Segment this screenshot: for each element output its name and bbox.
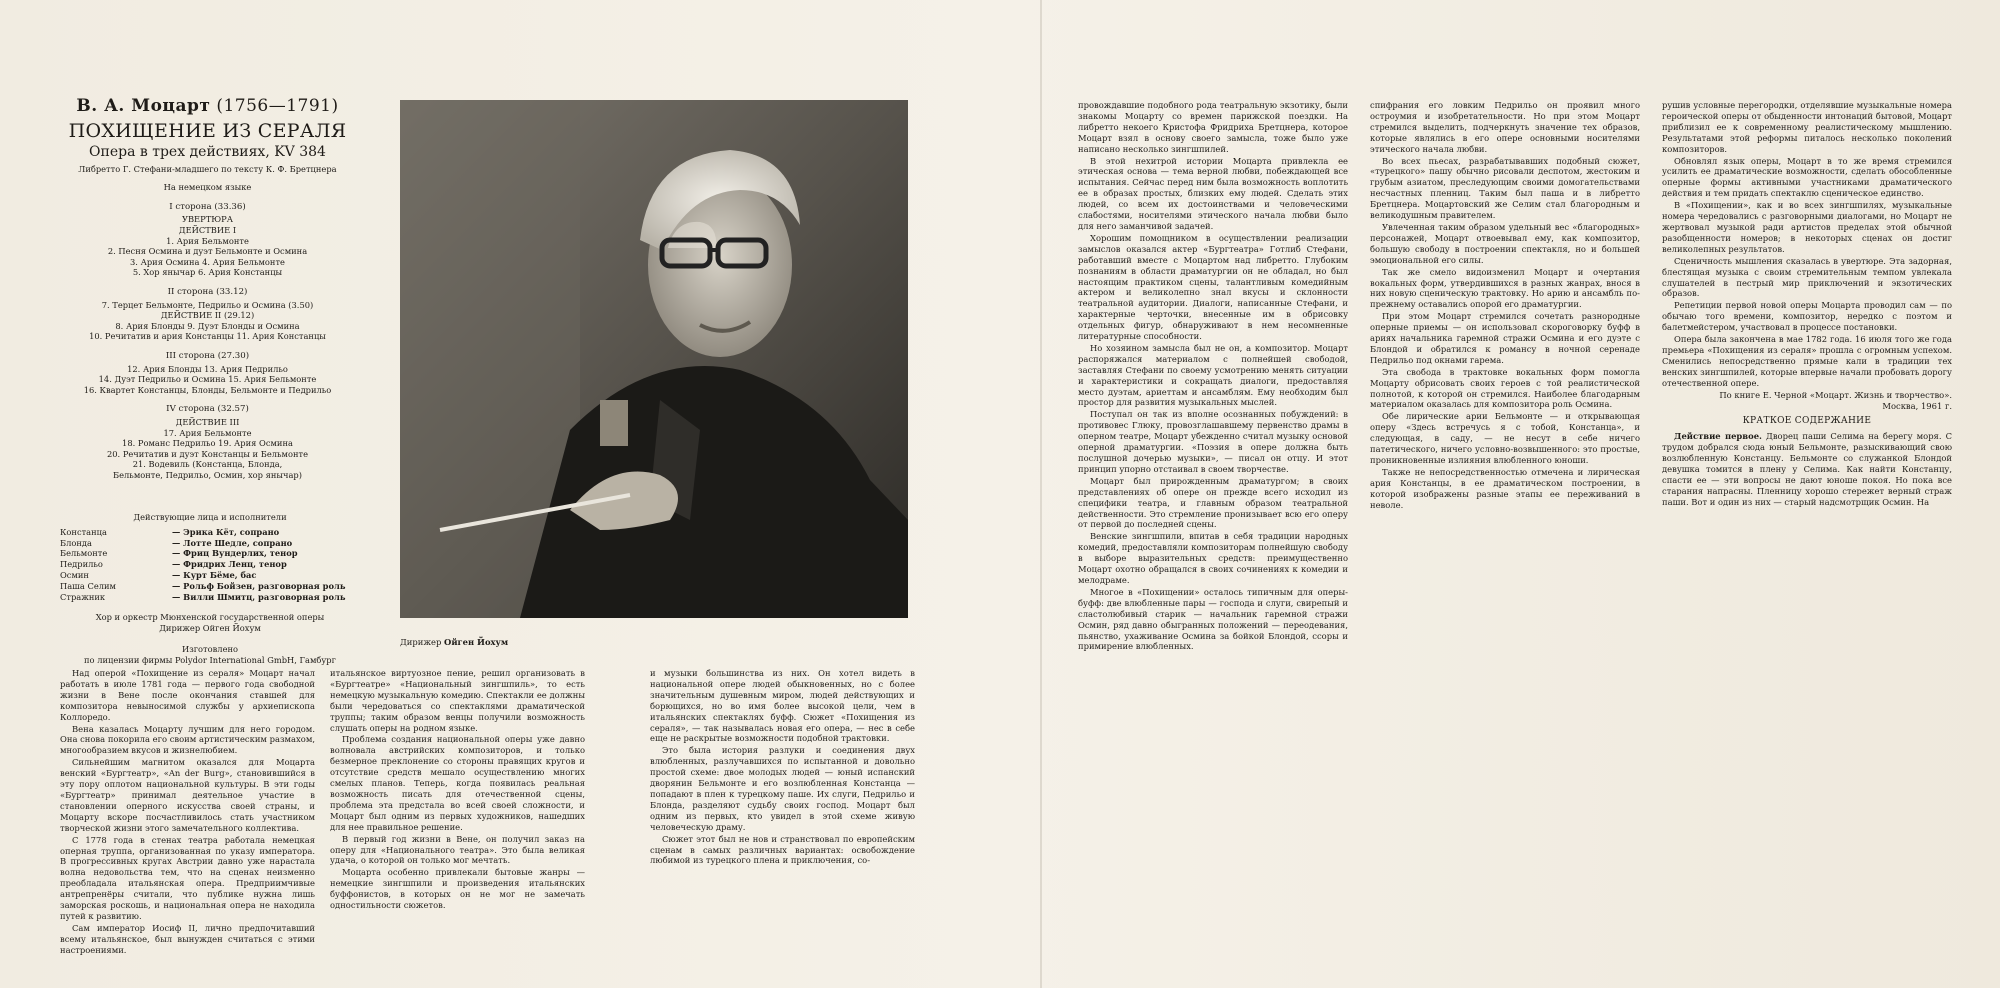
- paragraph: В первый год жизни в Вене, он получил заказ на оперу для «Национального театра». Это была великая удача, о которой он только мог мечтать.: [330, 833, 585, 866]
- title-block: [60, 96, 355, 481]
- composer-name: В. А. Моцарт: [76, 96, 211, 116]
- paragraph: Также не непосредственностью отмечена и лирическая ария Констанцы, в ее драматическом построении, в которой изображены разные этапы ее переживаний в неволе.: [1370, 466, 1640, 510]
- cast-name: — Рольф Бойзен, разговорная роль: [172, 580, 346, 591]
- composer-years: (1756—1791): [216, 96, 339, 116]
- side-3-line: 14. Дуэт Педрильо и Осмина 15. Ария Бельмонте: [98, 374, 317, 385]
- essay-column-4: [1078, 100, 1348, 968]
- summary-lead: Действие первое.: [1674, 431, 1762, 442]
- side-4-title: IV сторона (32.57): [166, 404, 249, 415]
- paragraph: Это была история разлуки и соединения двух влюбленных, разлучавшихся по испытанной и довольно простой схеме: двое молодых людей — юный испанский дворянин Бельмонте и его возлюбленная Констанца — попадают в плен к турецкому паше. Их слуги, Педрильо и Блонда, разделяют судьбу своих господ. Моцарт был одним из первых, кто увидел в этой схеме живую человеческую драму.: [650, 745, 915, 832]
- paragraph: Поступал он так из вполне осознанных побуждений: в противовес Глюку, провозглашавшему первенство драмы в оперном театре, Моцарт убежденно считал музыку основой оперной драматургии. «Поэзия в опере должна быть послушной дочерью музыки», — писал он отцу. И этот принцип упорно отстаивал в своем творчестве.: [1078, 409, 1348, 474]
- cast-role: Стражник: [60, 591, 106, 602]
- conductor-photo: [400, 100, 908, 618]
- side-1-line: 3. Ария Осмина 4. Ария Бельмонте: [130, 256, 285, 267]
- cast-row: [60, 527, 360, 538]
- paragraph: провождавшие подобного рода театральную экзотику, были знакомы Моцарту со времен парижской поездки. На либретто некоего Кристофа Фридриха Бретцнера, которое Моцарт взял в основу своего замысла, тоже было уже написано несколько зингшпилей.: [1078, 100, 1348, 154]
- opera-title: ПОХИЩЕНИЕ ИЗ СЕРАЛЯ: [68, 120, 347, 142]
- side-1-line: УВЕРТЮРА: [181, 214, 234, 225]
- photo-caption-prefix: Дирижер: [400, 637, 442, 647]
- side-4-line: Бельмонте, Педрильо, Осмин, хор янычар): [113, 469, 302, 480]
- side-3-line: 12. Ария Блонды 13. Ария Педрильо: [127, 363, 288, 374]
- cast-name: — Лотте Шедле, сопрано: [172, 537, 293, 548]
- side-2-line: ДЕЙСТВИЕ II (29.12): [160, 310, 255, 321]
- paragraph: В «Похищении», как и во всех зингшпилях, музыкальные номера чередовались с разговорными диалогами, но Моцарт не жертвовал музыкой ради артистов пределах этой обычной разобщенности номеров; в некоторых сценах он достиг великолепных результатов.: [1662, 200, 1952, 254]
- paragraph: Но хозяином замысла был не он, а композитор. Моцарт распоряжался материалом с полнейшей свободой, заставляя Стефани по своему усмотрению менять ситуации и характеристики и сокращать диалоги, предоставляя место дуэтам, ариеттам и ансамблям. Ему необходим был простор для развития музыкальных мыслей.: [1078, 342, 1348, 408]
- essay-column-2: [330, 668, 585, 968]
- paragraph: Над оперой «Похищение из сераля» Моцарт начал работать в июле 1781 года — первого года свободной жизни в Вене после окончания ставшей для композитора невыносимой службы у архиепископа Коллоредо.: [60, 668, 315, 722]
- side-3-line: 16. Квартет Констанцы, Блонды, Бельмонте и Педрильо: [83, 384, 332, 395]
- language-note: На немецком языке: [163, 182, 252, 193]
- summary-text: Дворец паши Селима на берегу моря. С трудом добрался сюда юный Бельмонте, разыскивающий свою возлюбленную Констанцу. Бельмонте со служанкой Блондой девушка томится в плену у Селима. Как найти Констанцу, спасти ее — эти вопросы не дают юноше покоя. Но пока все старания напрасны. Пленницу хорошо стережет верный страж паши. Вот и один из них — старый надсмотрщик Осмин. На: [1662, 431, 1952, 507]
- cast-heading: Действующие лица и исполнители: [133, 512, 287, 522]
- paragraph: Сам император Иосиф II, лично предпочитавший всему итальянское, был вынужден считаться с этими настроениями.: [60, 922, 315, 955]
- side-2-line: 7. Терцет Бельмонте, Педрильо и Осмина (3.50): [101, 299, 314, 310]
- side-3-title: III сторона (27.30): [165, 351, 250, 362]
- paragraph: Сильнейшим магнитом оказался для Моцарта венский «Бургтеатр», «An der Burg», становившийся в эту пору оплотом национальной культуры. В эти годы «Бургтеатр» принимал деятельное участие в становлении оперного искусства своей страны, и Моцарту вскоре посчастливилось стать участником творческой жизни этого замечательного коллектива.: [60, 757, 315, 833]
- paragraph: рушив условные перегородки, отделявшие музыкальные номера героической оперы от обыденности интонаций бытовой, Моцарт приблизил ее к современному реалистическому мышлению. Результатами этой реформы питалось несколько поколений композиторов.: [1662, 100, 1952, 154]
- summary-heading: КРАТКОЕ СОДЕРЖАНИЕ: [1742, 416, 1872, 427]
- paragraph: Венские зингшпили, впитав в себя традиции народных комедий, предоставляли композиторам полнейшую свободу в выборе выразительных средств: преимущественно Моцарт охотно обращался в своих сочинениях к комедии и мелодраме.: [1078, 531, 1348, 585]
- cast-role: Осмин: [60, 569, 89, 580]
- paragraph: Репетиции первой новой оперы Моцарта проводил сам — по обычаю того времени, композитор, нередко с поэтом и балетмейстером, участвовал в процессе постановки.: [1662, 300, 1952, 333]
- side-1-line: 5. Хор янычар 6. Ария Констанцы: [132, 267, 283, 278]
- paragraph: Во всех пьесах, разрабатывавших подобный сюжет, «турецкого» пашу обычно рисовали деспотом, жестоким и грубым азиатом, преследующим своими домогательствами несчастных пленниц. Таким был паша и в либретто Бретцнера. Моцартовский же Селим стал благородным и великодушным правителем.: [1370, 155, 1640, 221]
- source-place-date: Москва, 1961 г.: [1882, 401, 1952, 412]
- source-credit: По книге Е. Черной «Моцарт. Жизнь и творчество».: [1719, 389, 1952, 400]
- essay-column-3: [650, 668, 915, 968]
- side-4-line: 18. Романс Педрильо 19. Ария Осмина: [122, 438, 293, 449]
- track-listing: [60, 202, 355, 481]
- paragraph: Сюжет этот был не нов и странствовал по европейским сценам в самых различных вариантах: освобождение любимой из турецкого плена и приключения, со-: [650, 833, 915, 866]
- summary-paragraph: [1662, 431, 1952, 507]
- paragraph: Так же смело видоизменил Моцарт и очертания вокальных форм, утвердившихся в разных жанрах, внося в них новую сценическую трактовку. Но арию и ансамбль по-прежнему оставались опорой его драматургии.: [1370, 266, 1640, 310]
- side-1-line: 2. Песня Осмина и дуэт Бельмонте и Осмина: [107, 246, 308, 257]
- composer-line: [60, 96, 355, 116]
- paragraph: Обе лирические арии Бельмонте — и открывающая оперу «Здесь встречусь я с тобой, Констанца», и следующая, в саду, — не несут в себе ничего патетического, ничего условно-возвышенного: это простые, проникновенные излияния влюбленного юноши.: [1370, 411, 1640, 465]
- cast-row: [60, 559, 360, 570]
- side-2-title: II сторона (33.12): [167, 287, 248, 298]
- libretto-credit: Либретто Г. Стефани-младшего по тексту К. Ф. Бретцнера: [78, 164, 337, 174]
- cast-name: — Фриц Вундерлих, тенор: [172, 548, 298, 559]
- cast-role: Констанца: [60, 526, 107, 537]
- side-4-line: 20. Речитатив и дуэт Констанцы и Бельмонте: [106, 448, 308, 459]
- side-1-title: I сторона (33.36): [169, 201, 246, 212]
- cast-row: [60, 581, 360, 592]
- conductor-photo-image: [400, 100, 908, 618]
- sleeve-fold: [1040, 0, 1042, 988]
- paragraph: Обновлял язык оперы, Моцарт в то же время стремился усилить ее драматические возможности, сделать обособленные оперные формы активными участниками драматического действия и тем придать спектаклю сценическое единство.: [1662, 155, 1952, 199]
- chorus-credit: Хор и оркестр Мюнхенской государственной оперы: [95, 612, 325, 623]
- side-4-line: 21. Водевиль (Констанца, Блонда,: [132, 459, 283, 470]
- essay-column-1: [60, 668, 315, 968]
- side-2-line: 8. Ария Блонды 9. Дуэт Блонды и Осмина: [115, 320, 300, 331]
- paragraph: Увлеченная таким образом удельный вес «благородных» персонажей, Моцарт отвоевывал ему, как композитор, большую свободу в построении спектакля, но и большей эмоциональной его силы.: [1370, 221, 1640, 265]
- paragraph: Хорошим помощником в осуществлении реализации замыслов оказался актер «Бургтеатра» Готлиб Стефани, работавший вместе с Моцартом над либретто. Глубоким познаниям в области драматургии он не обладал, но был настоящим практиком сцены, талантливым комедийным актером и великолепно знал вкусы и склонности театральной аудитории. Диалоги, написанные Стефани, и характерные черточки, внесенные им в обрисовку отдельных фигур, обнаруживают в нем несомненные литературные способности.: [1078, 232, 1348, 342]
- paragraph: спифрания его ловким Педрильо он проявил много остроумия и изобретательности. Но при этом Моцарт стремился выделить, подчеркнуть значение тех образов, которые являлись в его опере основными носителями этического начала любви.: [1370, 100, 1640, 154]
- paragraph: При этом Моцарт стремился сочетать разнородные оперные приемы — он использовал скороговорку буфф в ариях начальника гаремной стражи Осмина и его дуэте с Блондой и обратился к романсу в ночной серенаде Педрильо под окнами гарема.: [1370, 311, 1640, 365]
- cast-row: [60, 538, 360, 549]
- paragraph: Многое в «Похищении» осталось типичным для оперы-буфф: две влюбленные пары — господа и слуги, свирепый и сластолюбивый старик — начальник гаремной стражи Осмин, ряд давно обыгранных положений — переодевания, пьянство, ухаживание Осмина за бойкой Блондой, ссоры и примирение влюбленных.: [1078, 586, 1348, 652]
- cast-row: [60, 548, 360, 559]
- made-note: Изготовлено: [181, 643, 239, 654]
- paragraph: Моцарт был прирожденным драматургом; в своих представлениях об опере он прежде всего исходил из специфики театра, и главным образом театральной действенности. Это стремление пронизывает всю его оперу от первой до последней сцены.: [1078, 475, 1348, 530]
- paragraph: Моцарта особенно привлекали бытовые жанры — немецкие зингшпили и произведения итальянских буффонистов, в которых он не мог не замечать одностильности сюжетов.: [330, 867, 585, 911]
- paragraph: Проблема создания национальной оперы уже давно волновала австрийских композиторов, и только безмерное преклонение со стороны правящих кругов и отсутствие средств мешало осуществлению многих смелых планов. Теперь, когда появилась реальная возможность писать для отечественной сцены, проблема эта предстала во всей своей сложности, и Моцарт был одним из первых художников, нашедших для нее правильное решение.: [330, 734, 585, 832]
- paragraph: С 1778 года в стенах театра работала немецкая оперная труппа, организованная по указу императора. В прогрессивных кругах Австрии давно уже нарастала волна недовольства тем, что на сценах неизменно преобладала итальянская опера. Предприимчивые антрепренёры считали, что публике нужна лишь заморская роскошь, и национальная опера не находила путей к развитию.: [60, 834, 315, 921]
- cast-row: [60, 592, 360, 603]
- opera-subtitle: Опера в трех действиях, KV 384: [89, 144, 326, 160]
- side-4-line: ДЕЙСТВИЕ III: [175, 416, 240, 427]
- paragraph: В этой нехитрой истории Моцарта привлекла ее этическая основа — тема верной любви, побеждающей все испытания. Сейчас перед ним была возможность воплотить ее в образах простых, близких ему людей. Сделать этих людей, со всем их достоинствами и человеческими слабостями, носителями этического начала любви было для него заманчивой задачей.: [1078, 155, 1348, 231]
- cast-list: [60, 512, 360, 666]
- paragraph: Вена казалась Моцарту лучшим для него городом. Она снова покорила его своим артистическим размахом, многообразием вкусов и жизнелюбием.: [60, 723, 315, 756]
- cast-role: Паша Селим: [60, 580, 116, 591]
- conductor-credit: Дирижер Ойген Йохум: [159, 623, 261, 634]
- paragraph: Эта свобода в трактовке вокальных форм помогла Моцарту обрисовать своих героев с той реалистической полнотой, к которой он стремился. Наиболее благодарным материалом оказалась для композитора роль Осмина.: [1370, 366, 1640, 410]
- cast-name: — Вилли Шмитц, разговорная роль: [172, 591, 346, 602]
- paragraph: итальянское виртуозное пение, решил организовать в «Бургтеатре» «Национальный зингшпиль», то есть немецкую музыкальную комедию. Спектакли ее должны были чередоваться со спектаклями драматической труппы; таким образом венцы получили возможность слушать оперы на родном языке.: [330, 668, 585, 733]
- paragraph: Сценичность мышления сказалась в увертюре. Эта задорная, блестящая музыка с своим стремительным темпом увлекала слушателей в пестрый мир приключений и экзотических образов.: [1662, 255, 1952, 299]
- cast-role: Блонда: [60, 537, 92, 548]
- essay-column-5: [1370, 100, 1640, 968]
- cast-name: — Курт Бёме, бас: [172, 569, 257, 580]
- photo-caption-name: Ойген Йохум: [444, 637, 509, 647]
- cast-name: — Фридрих Ленц, тенор: [172, 559, 287, 570]
- license-note: по лицензии фирмы Polydor International GmbH, Гамбург: [84, 654, 336, 665]
- side-4-line: 17. Ария Бельмонте: [163, 427, 252, 438]
- side-2-line: 10. Речитатив и ария Констанцы 11. Ария Констанцы: [89, 331, 326, 342]
- paragraph: и музыки большинства из них. Он хотел видеть в национальной опере людей обыкновенных, но с более значительным душевным миром, людей действующих и борющихся, но во имя более высокой цели, чем в итальянских спектаклях буфф. Сюжет «Похищения из сераля», — так называлась новая его опера, — нес в себе еще не раскрытые возможности подобной трактовки.: [650, 668, 915, 744]
- side-1-line: ДЕЙСТВИЕ I: [178, 225, 237, 236]
- cast-role: Педрильо: [60, 559, 103, 570]
- side-1-line: 1. Ария Бельмонте: [166, 235, 249, 246]
- cast-row: [60, 570, 360, 581]
- cast-name: — Эрика Кёт, сопрано: [172, 526, 280, 537]
- paragraph: Опера была закончена в мае 1782 года. 16 июля того же года премьера «Похищения из сераля» прошла с огромным успехом. Сменились непосредственно прямые кали в традиции тех венских зингшпилей, которые впервые начали пробовать дорогу отечественной опере.: [1662, 334, 1952, 388]
- photo-caption: [400, 637, 508, 647]
- essay-column-6: [1662, 100, 1952, 968]
- cast-role: Бельмонте: [60, 548, 108, 559]
